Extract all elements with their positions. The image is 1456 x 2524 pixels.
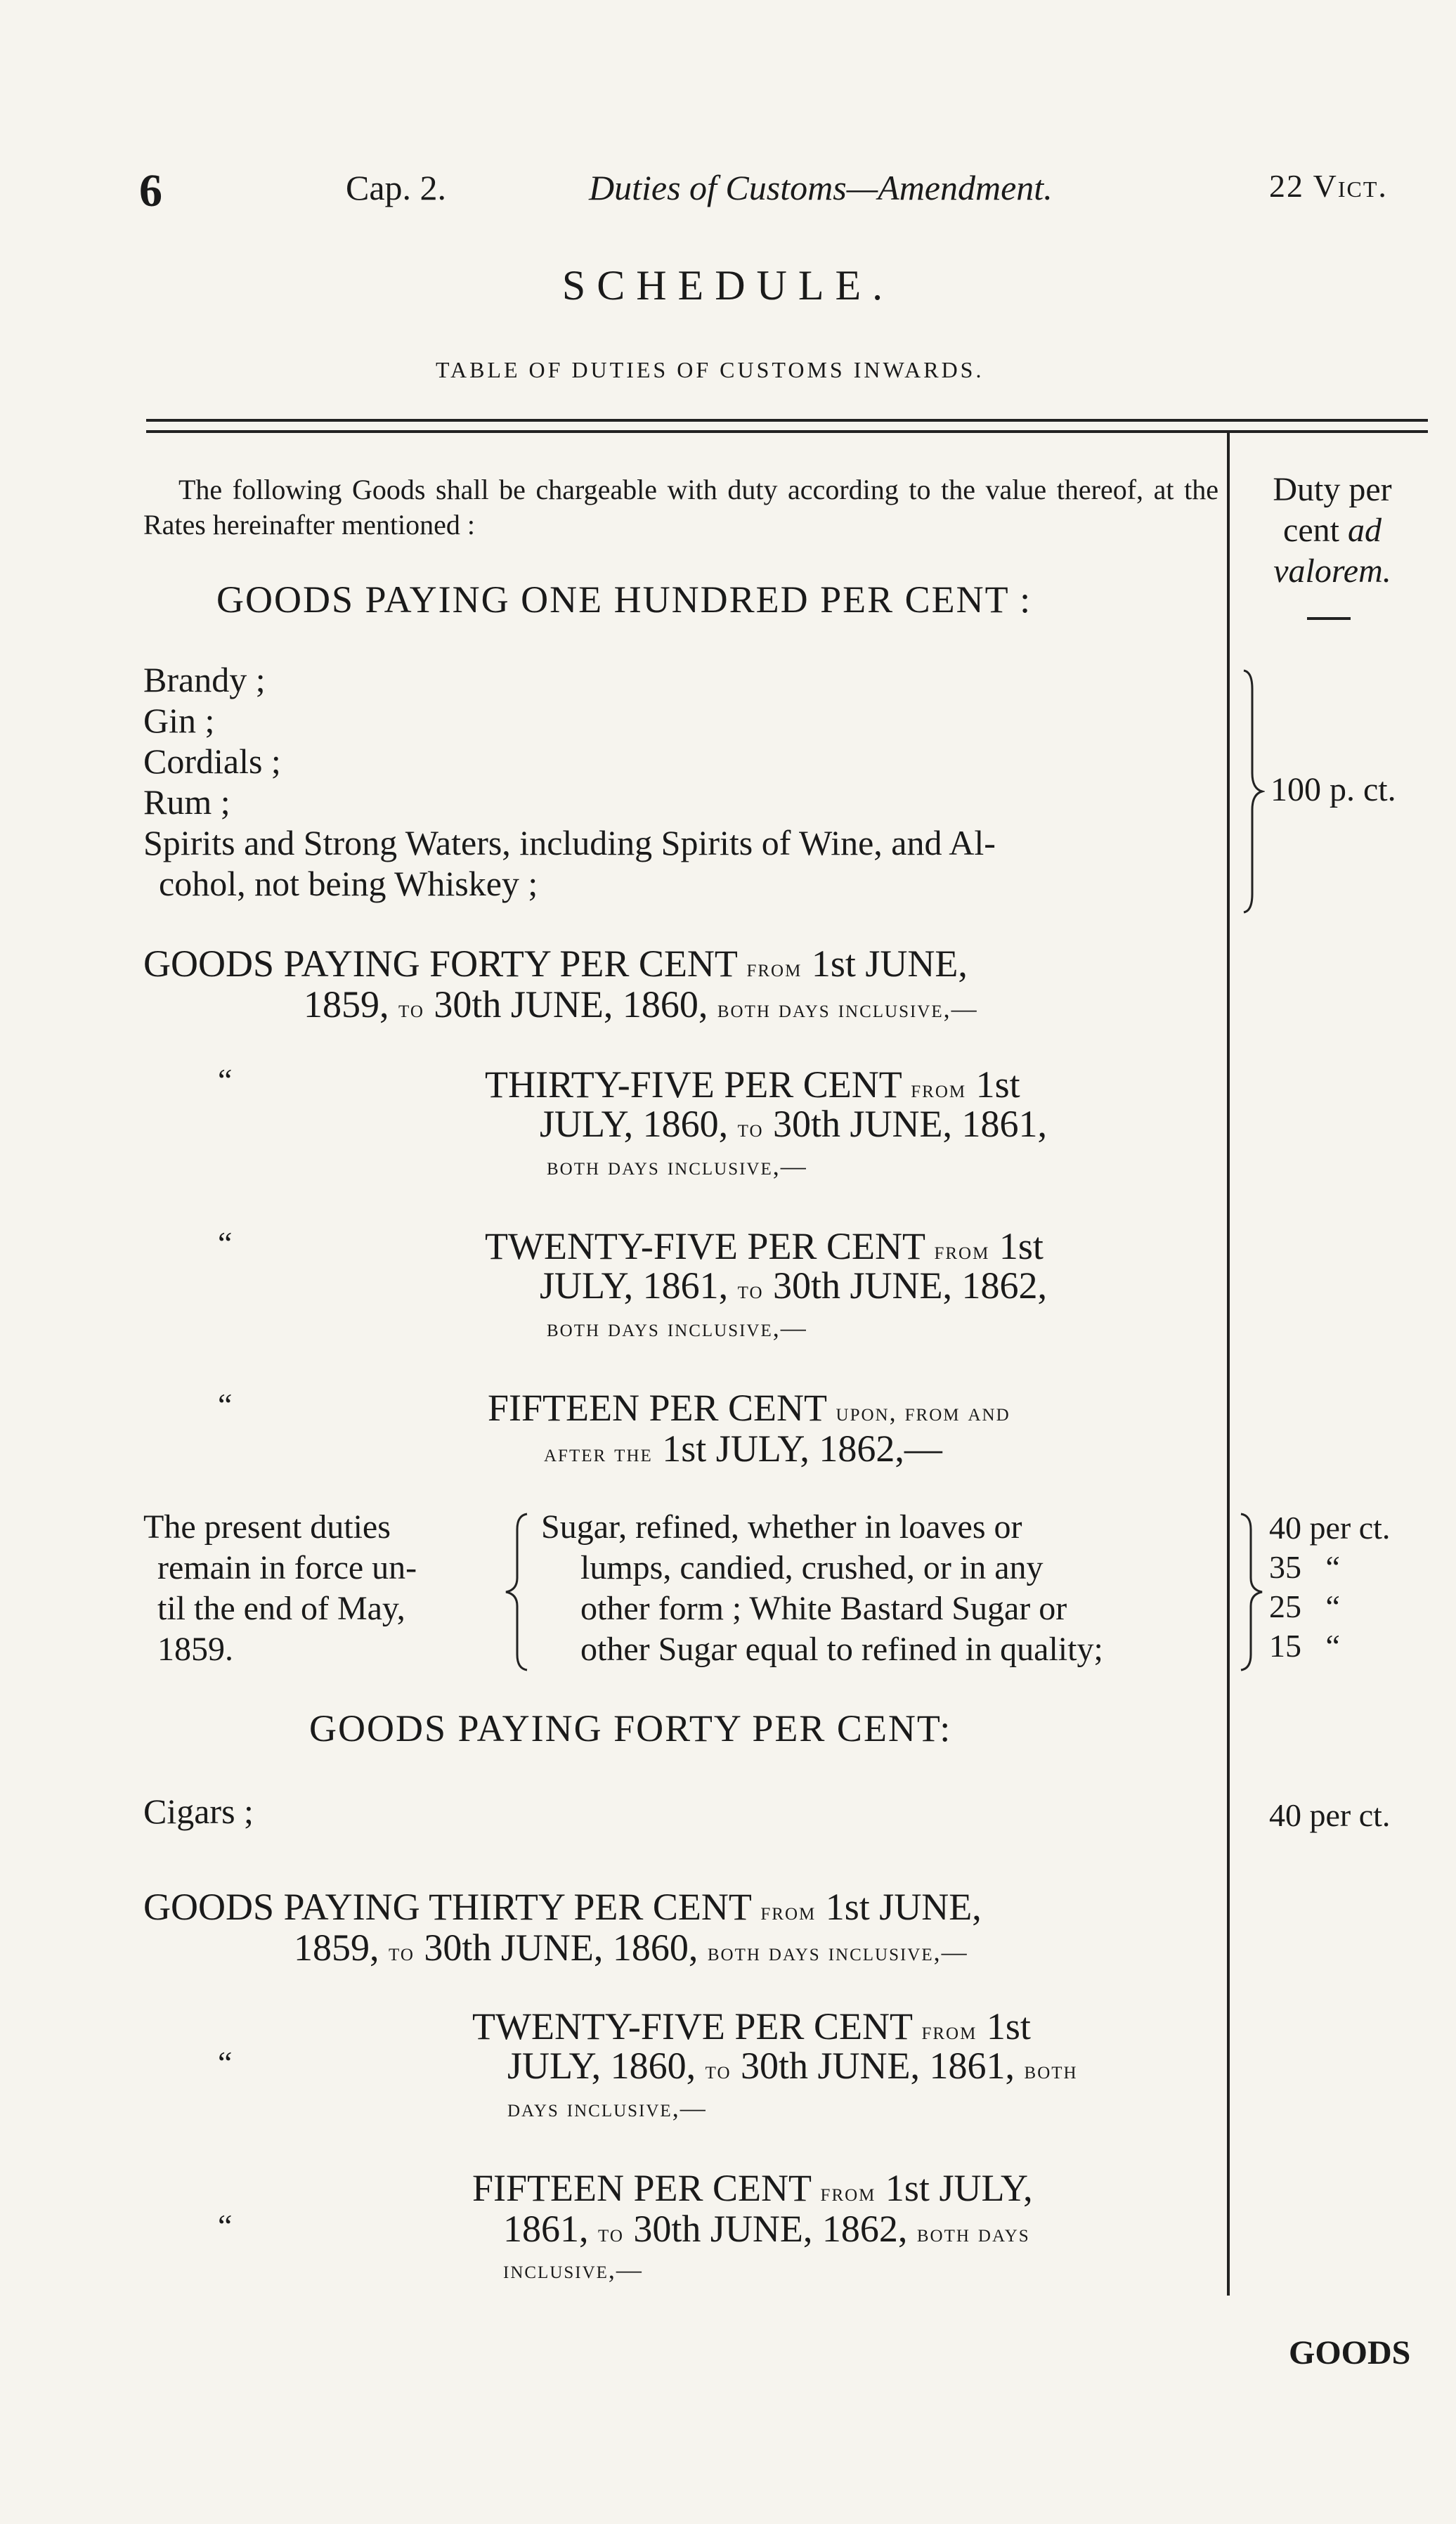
date-ordinal: 1st	[975, 1063, 1020, 1106]
start-date: 1st JULY,	[885, 2167, 1033, 2209]
rate-value: 25 “	[1269, 1588, 1340, 1624]
thirty-five-line2	[540, 1102, 1047, 1146]
ditto-mark: “	[218, 2045, 233, 2080]
inclusive-note: inclusive,—	[503, 2256, 643, 2284]
end-date: 30th JUNE, 1860,	[424, 1927, 698, 1969]
fifteen-heading: FIFTEEN PER CENT	[472, 2167, 812, 2209]
column-header-cent: cent	[1283, 512, 1339, 549]
catchword: GOODS	[1289, 2334, 1411, 2371]
schedule-title: SCHEDULE.	[561, 262, 895, 309]
both-word: both	[1024, 2056, 1078, 2084]
rate-value: 40 per ct.	[1269, 1510, 1391, 1546]
duty-column-header	[1237, 470, 1428, 592]
right-brace	[1241, 668, 1265, 915]
thirty-section-fifteen-line2	[503, 2207, 1030, 2251]
heading-one-hundred-per-cent: GOODS PAYING ONE HUNDRED PER CENT :	[216, 578, 1032, 621]
start-date: JULY, 1860,	[507, 2045, 696, 2087]
to-word: to	[705, 2056, 732, 2084]
date-ordinal: 1st	[986, 2005, 1031, 2047]
fifteen-line2	[544, 1427, 942, 1470]
sugar-rates	[1269, 1508, 1390, 1666]
note-line: til the end of May,	[157, 1590, 405, 1627]
note-line: The present duties	[143, 1508, 391, 1546]
thirty-section-twenty-five-line1	[472, 2005, 1031, 2048]
brace	[502, 1511, 530, 1673]
present-duties-note	[143, 1507, 509, 1670]
thirty-section-twenty-five-line2	[507, 2044, 1078, 2088]
list-item: Spirits and Strong Waters, including Spirits of Wine, and Al-	[143, 823, 996, 862]
note-line: 1859.	[157, 1631, 233, 1668]
column-header-ad: ad	[1347, 512, 1382, 549]
forty-per-cent-heading: GOODS PAYING FORTY PER CENT	[143, 943, 737, 985]
ditto-mark: “	[218, 2208, 233, 2244]
end-date: 30th JUNE, 1860,	[434, 983, 708, 1025]
start-year: 1859,	[294, 1927, 379, 1969]
right-brace	[1238, 1511, 1266, 1673]
ditto-mark: “	[218, 1062, 233, 1098]
twenty-five-heading: TWENTY-FIVE PER CENT	[485, 1225, 925, 1267]
to-word: to	[389, 1938, 415, 1966]
chapter-reference: Cap. 2.	[346, 168, 447, 207]
start-year: 1859,	[304, 983, 389, 1025]
note-line: remain in force un-	[157, 1549, 417, 1586]
spirits-list	[143, 659, 1218, 904]
inclusive-note: both days inclusive,—	[547, 1314, 807, 1342]
page-number: 6	[139, 165, 162, 216]
inclusive-note: both days inclusive,—	[547, 1152, 807, 1180]
sugar-line: Sugar, refined, whether in loaves or	[541, 1508, 1022, 1546]
cigars-item: Cigars ;	[143, 1792, 254, 1831]
start-date: JULY, 1861,	[540, 1264, 729, 1307]
fifteen-heading: FIFTEEN PER CENT	[488, 1387, 827, 1429]
heading-forty-per-cent: GOODS PAYING FORTY PER CENT:	[309, 1707, 952, 1749]
double-rule-bottom	[146, 430, 1428, 433]
from-word: from	[911, 1075, 967, 1103]
end-date: 30th JUNE, 1862,	[633, 2208, 908, 2250]
double-rule-top	[146, 419, 1428, 422]
thirty-per-cent-line1	[143, 1885, 982, 1929]
end-date: 30th JUNE, 1861,	[741, 2045, 1015, 2087]
to-word: to	[598, 2219, 624, 2247]
ditto-mark: “	[218, 1225, 233, 1261]
thirty-per-cent-line2	[294, 1926, 968, 1969]
end-date: 30th JUNE, 1861,	[773, 1103, 1048, 1145]
column-divider	[1227, 433, 1230, 2296]
twenty-five-line2	[540, 1264, 1047, 1307]
list-item: Cordials ;	[143, 742, 281, 781]
thirty-section-fifteen-line1	[472, 2166, 1033, 2210]
from-word: from	[921, 2017, 977, 2045]
ditto-mark: “	[218, 1387, 233, 1423]
column-header-dash	[1307, 617, 1351, 620]
inclusive-note: days inclusive,—	[507, 2094, 707, 2122]
after-the: after the	[544, 1439, 653, 1467]
end-date: 30th JUNE, 1862,	[773, 1264, 1048, 1307]
inclusive-note: both days inclusive,—	[717, 995, 978, 1023]
intro-paragraph: The following Goods shall be chargeable with duty according to the value thereof, at the Rates hereinafter mentioned :	[143, 474, 1218, 541]
from-word: from	[746, 954, 802, 982]
to-word: to	[398, 995, 424, 1023]
rate-value: 35 “	[1269, 1549, 1340, 1585]
column-header-line2	[1237, 510, 1428, 551]
forty-per-cent-line1	[143, 942, 968, 985]
list-item: Gin ;	[143, 701, 215, 740]
inclusive-note: both days inclusive,—	[707, 1938, 968, 1966]
start-date: 1st JUNE,	[811, 943, 968, 985]
sugar-line: other Sugar equal to refined in quality;	[580, 1631, 1103, 1668]
from-word: from	[820, 2178, 876, 2206]
start-date: 1st JUNE,	[825, 1886, 982, 1928]
list-item: Brandy ;	[143, 660, 266, 699]
fifteen-line1	[488, 1386, 1010, 1430]
list-item-continuation: cohol, not being Whiskey ;	[159, 864, 538, 903]
list-item: Rum ;	[143, 782, 230, 822]
thirty-five-heading: THIRTY-FIVE PER CENT	[485, 1063, 902, 1106]
from-word: from	[934, 1236, 990, 1264]
thirty-five-line1	[485, 1063, 1020, 1106]
sugar-line: lumps, candied, crushed, or in any	[580, 1549, 1044, 1586]
twenty-five-heading: TWENTY-FIVE PER CENT	[472, 2005, 912, 2047]
start-year: 1861,	[503, 2208, 589, 2250]
thirty-per-cent-heading: GOODS PAYING THIRTY PER CENT	[143, 1886, 751, 1928]
start-date: 1st JULY, 1862,—	[662, 1428, 942, 1470]
from-word: from	[760, 1897, 817, 1925]
sugar-line: other form ; White Bastard Sugar or	[580, 1590, 1067, 1627]
forty-per-cent-line2	[304, 983, 978, 1026]
date-ordinal: 1st	[999, 1225, 1044, 1267]
column-header-line3: valorem.	[1273, 552, 1391, 590]
upon-from-and: upon, from and	[836, 1398, 1010, 1426]
start-date: JULY, 1860,	[540, 1103, 729, 1145]
both-days: both days	[916, 2219, 1030, 2247]
to-word: to	[737, 1276, 764, 1304]
rate-value: 15 “	[1269, 1628, 1340, 1664]
column-header-line1: Duty per	[1273, 471, 1392, 508]
cigars-rate: 40 per ct.	[1269, 1797, 1391, 1833]
to-word: to	[737, 1114, 764, 1142]
sugar-description	[541, 1507, 1220, 1670]
table-title: TABLE OF DUTIES OF CUSTOMS INWARDS.	[436, 357, 984, 382]
twenty-five-line1	[485, 1224, 1044, 1268]
running-title: Duties of Customs—Amendment.	[589, 168, 1053, 207]
regnal-year: 22 Vict.	[1269, 168, 1388, 204]
spirits-rate: 100 p. ct.	[1270, 771, 1396, 808]
